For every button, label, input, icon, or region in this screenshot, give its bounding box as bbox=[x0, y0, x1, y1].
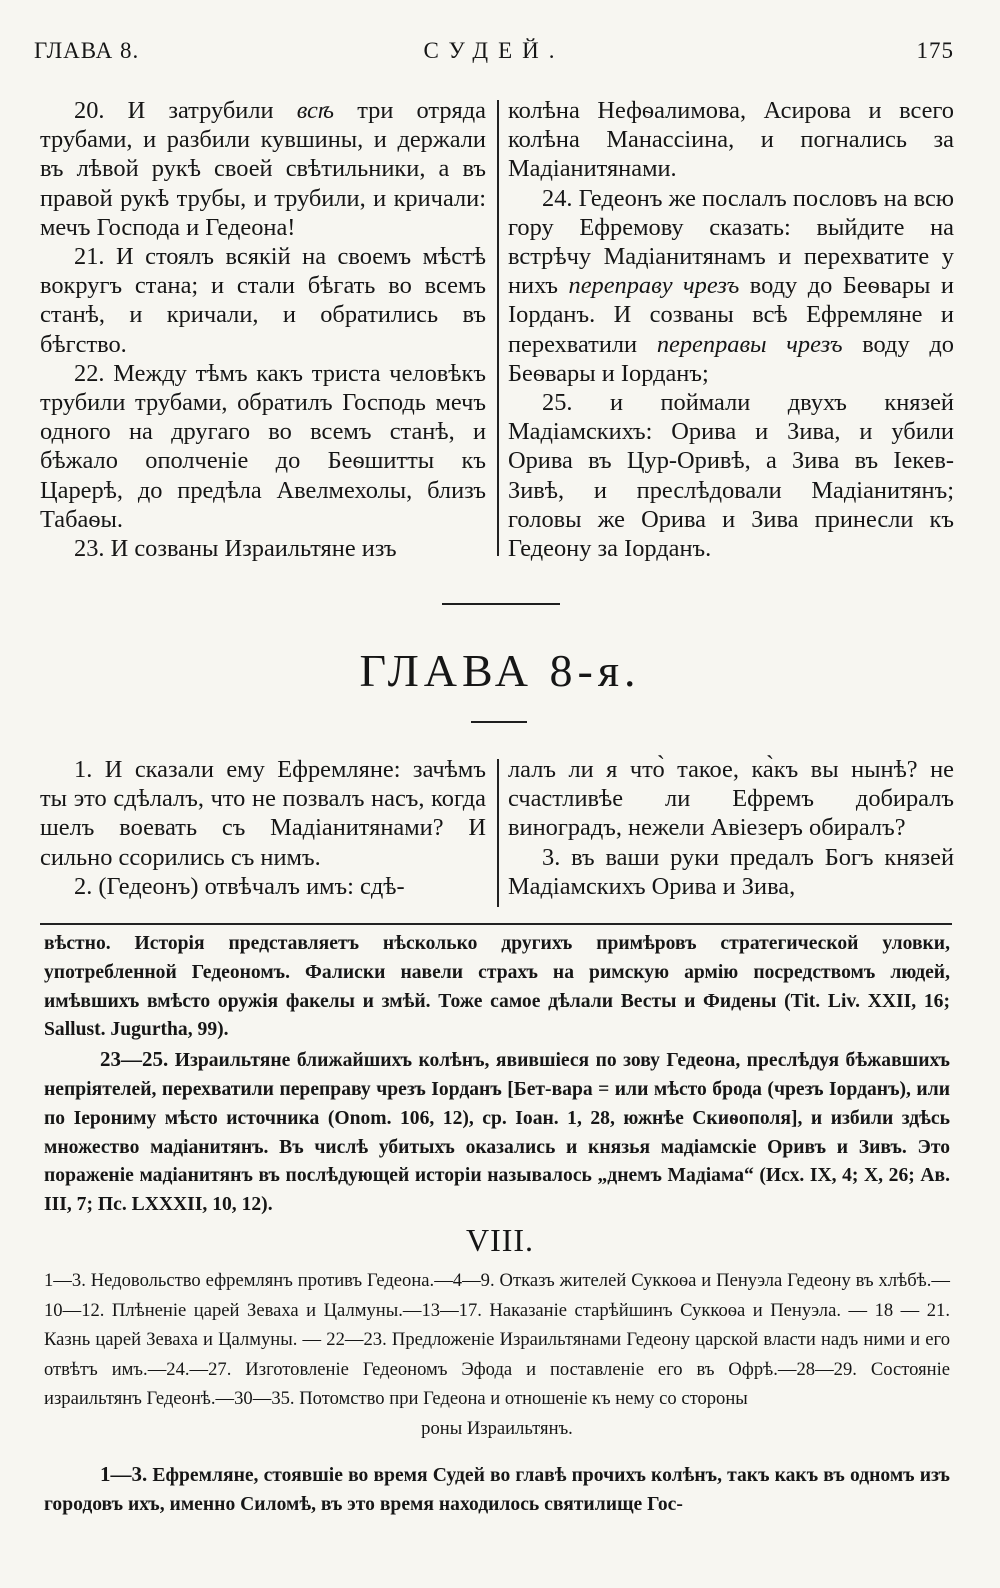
verse-number: 21. bbox=[74, 243, 105, 271]
verse-number: 2. bbox=[74, 872, 93, 900]
verse-italic: всѣ bbox=[296, 97, 335, 124]
column-divider bbox=[497, 759, 499, 907]
summary-text-last: роны Израильтянъ. bbox=[421, 1417, 573, 1439]
commentary-paragraph: вѣстно. Исторія представляетъ нѣсколько другихъ примѣровъ стратегической уловки, употребленной Гедеономъ. Фалиски навели страхъ на римскую армію посредствомъ людей, имѣвшихъ вмѣсто оружія факелы и змѣй. Тоже самое дѣлали Весты и Фидены (Tit. Liv. XXII, 16; Sallust. Jugurtha, 99). bbox=[44, 933, 950, 1041]
scripture-column-right bbox=[508, 96, 954, 563]
verse-number: 3. bbox=[542, 843, 561, 871]
commentary-paragraph bbox=[44, 1045, 950, 1220]
verse: колѣна Нефѳалимова, Асирова и всего колѣна Манассіина, и погнались за Мадіанитянами. bbox=[508, 97, 954, 183]
verse bbox=[508, 388, 954, 563]
verse-text: Между тѣмъ какъ триста человѣкъ трубили трубами, обратилъ Господь мечъ одного на другаго во всемъ станѣ, и бѣжало ополченіе до Беѳшитты къ Царерѣ, до предѣла Авелмехолы, близъ Табаѳы. bbox=[40, 359, 486, 533]
commentary-paragraph bbox=[44, 1460, 950, 1520]
verse bbox=[508, 843, 954, 901]
verse-number: 23. bbox=[74, 535, 105, 563]
verse-range: 1—3. bbox=[100, 1462, 148, 1486]
verse-text: воду до Беѳвары и Іорданъ. И созваны всѣ Ефремляне и перехватили bbox=[508, 272, 954, 358]
verse-range: 23—25. bbox=[100, 1047, 169, 1072]
verse-text: въ ваши руки предалъ Богъ князей Мадіамскихъ Орива и Зива, bbox=[508, 843, 954, 900]
verse-number: 24. bbox=[542, 184, 573, 212]
scripture-column-left bbox=[40, 755, 486, 901]
verse bbox=[40, 359, 486, 534]
title-rule bbox=[471, 721, 527, 723]
verse-text: и поймали двухъ князей Мадіамскихъ: Орива и Зива, и убили Орива въ Цур-Оривѣ, а Зива въ Іекев-Зивѣ, и преслѣдовали Мадіанитянъ; головы же Орива и Зива принесли къ Гедеону за Іорданъ. bbox=[508, 389, 954, 563]
section-rule bbox=[442, 603, 560, 605]
commentary-block bbox=[44, 1460, 950, 1520]
column-divider bbox=[497, 100, 499, 556]
verse bbox=[40, 755, 486, 872]
verse bbox=[508, 184, 954, 388]
verse-text: Гедеонъ же послалъ пословъ на всю гору Ефремову сказать: выйдите на встрѣчу Мадіанитянамъ и перехватите у нихъ bbox=[508, 184, 954, 300]
scripture-column-right bbox=[508, 755, 954, 901]
verse-italic: переправу чрезъ bbox=[568, 272, 740, 300]
verse bbox=[40, 242, 486, 359]
verse-number: 1. bbox=[74, 756, 93, 783]
verse bbox=[40, 96, 486, 242]
scripture-columns-chapter bbox=[40, 755, 952, 915]
verse-text: воду до Беѳвары и Іорданъ; bbox=[508, 330, 954, 387]
verse-text: И сказали ему Ефремляне: зачѣмъ ты это сдѣлалъ, что не позвалъ насъ, когда шелъ воевать съ Мадіанитянами? И сильно ссорились съ нимъ. bbox=[40, 756, 486, 871]
footnote-rule bbox=[40, 923, 952, 925]
verse-number: 25. bbox=[542, 389, 573, 417]
commentary-text: Ефремляне, стоявшіе во время Судей во главѣ прочихъ колѣнъ, такъ какъ въ одномъ изъ городовъ ихъ, именно Силомѣ, въ это время находилось святилище Гос- bbox=[44, 1465, 950, 1515]
summary-text: 1—3. Недовольство ефремлянъ противъ Гедеона.—4—9. Отказъ жителей Суккоѳа и Пенуэла Гедеону въ хлѣбѣ.—10—12. Плѣненіе царей Зеваха и Цалмуны.—13—17. Наказаніе старѣйшинъ Суккоѳа и Пенуэла. — 18 — 21. Казнь царей Зеваха и Цалмуны. — 22—23. Предложеніе Израильтянами Гедеону царской власти надъ ними и его отвѣтъ имъ.—24.—27. Изготовленіе Гедеономъ Эфода и поставленіе его въ Офрѣ.—28—29. Состояніе израильтянъ Гедеонѣ.—30—35. Потомство при Гедеона и отношеніе къ нему со стороны bbox=[44, 1270, 950, 1410]
verse-text: три отряда трубами, и разбили кувшины, и держали въ лѣвой рукѣ своей свѣтильники, а въ правой рукѣ трубы, и трубили, и кричали: мечъ Господа и Гедеона! bbox=[40, 97, 486, 241]
commentary-text: Израильтяне ближайшихъ колѣнъ, явившіеся по зову Гедеона, преслѣдуя бѣжавшихъ непріятелей, перехватили переправу чрезъ Іорданъ [Бет-вара = или мѣсто брода (чрезъ Іорданъ), или по Іерониму мѣсто источника (Onom. 106, 12), ср. Іоан. 1, 28, южнѣе Скиѳополя], и избили здѣсь множество мадіанитянъ. Въ числѣ убитыхъ оказались и князья мадіамскіе Оривъ и Зивъ. Это пораженіе мадіанитянъ въ послѣдующей исторіи называлось „днемъ Мадіама“ (Исх. IX, 4; X, 26; Ав. III, 7; Пс. LXXXII, 10, 12). bbox=[44, 1050, 950, 1216]
verse-text: И затрубили bbox=[127, 97, 297, 124]
book-title: СУДЕЙ. bbox=[423, 38, 565, 63]
verse-text: (Гедеонъ) отвѣчалъ имъ: сдѣ- bbox=[98, 872, 405, 900]
verse-number: 22. bbox=[74, 359, 105, 387]
chapter-summary bbox=[44, 1266, 950, 1444]
verse bbox=[40, 872, 486, 901]
section-number: VIII. bbox=[465, 1222, 535, 1258]
scripture-columns-top bbox=[40, 96, 954, 563]
running-head bbox=[34, 38, 954, 68]
verse-number: 20. bbox=[74, 97, 105, 124]
verse bbox=[40, 534, 486, 563]
commentary-block bbox=[44, 930, 950, 1220]
page-number: 175 bbox=[916, 38, 954, 63]
verse-text: И созваны Израильтяне изъ bbox=[110, 535, 397, 563]
chapter-title: ГЛАВА 8-я. bbox=[359, 645, 641, 696]
chapter-label: ГЛАВА 8. bbox=[34, 38, 140, 63]
verse: лалъ ли я что̀ такое, ка̀къ вы нынѣ? не счастливѣе ли Ефремъ добиралъ виноградъ, нежели Авіезеръ обиралъ? bbox=[508, 756, 954, 842]
verse-italic: переправы чрезъ bbox=[656, 330, 843, 358]
scripture-column-left bbox=[40, 96, 486, 563]
verse-text: И стоялъ всякій на своемъ мѣстѣ вокругъ стана; и стали бѣгать во всемъ станѣ, и кричали, и обратились въ бѣгство. bbox=[40, 243, 486, 358]
